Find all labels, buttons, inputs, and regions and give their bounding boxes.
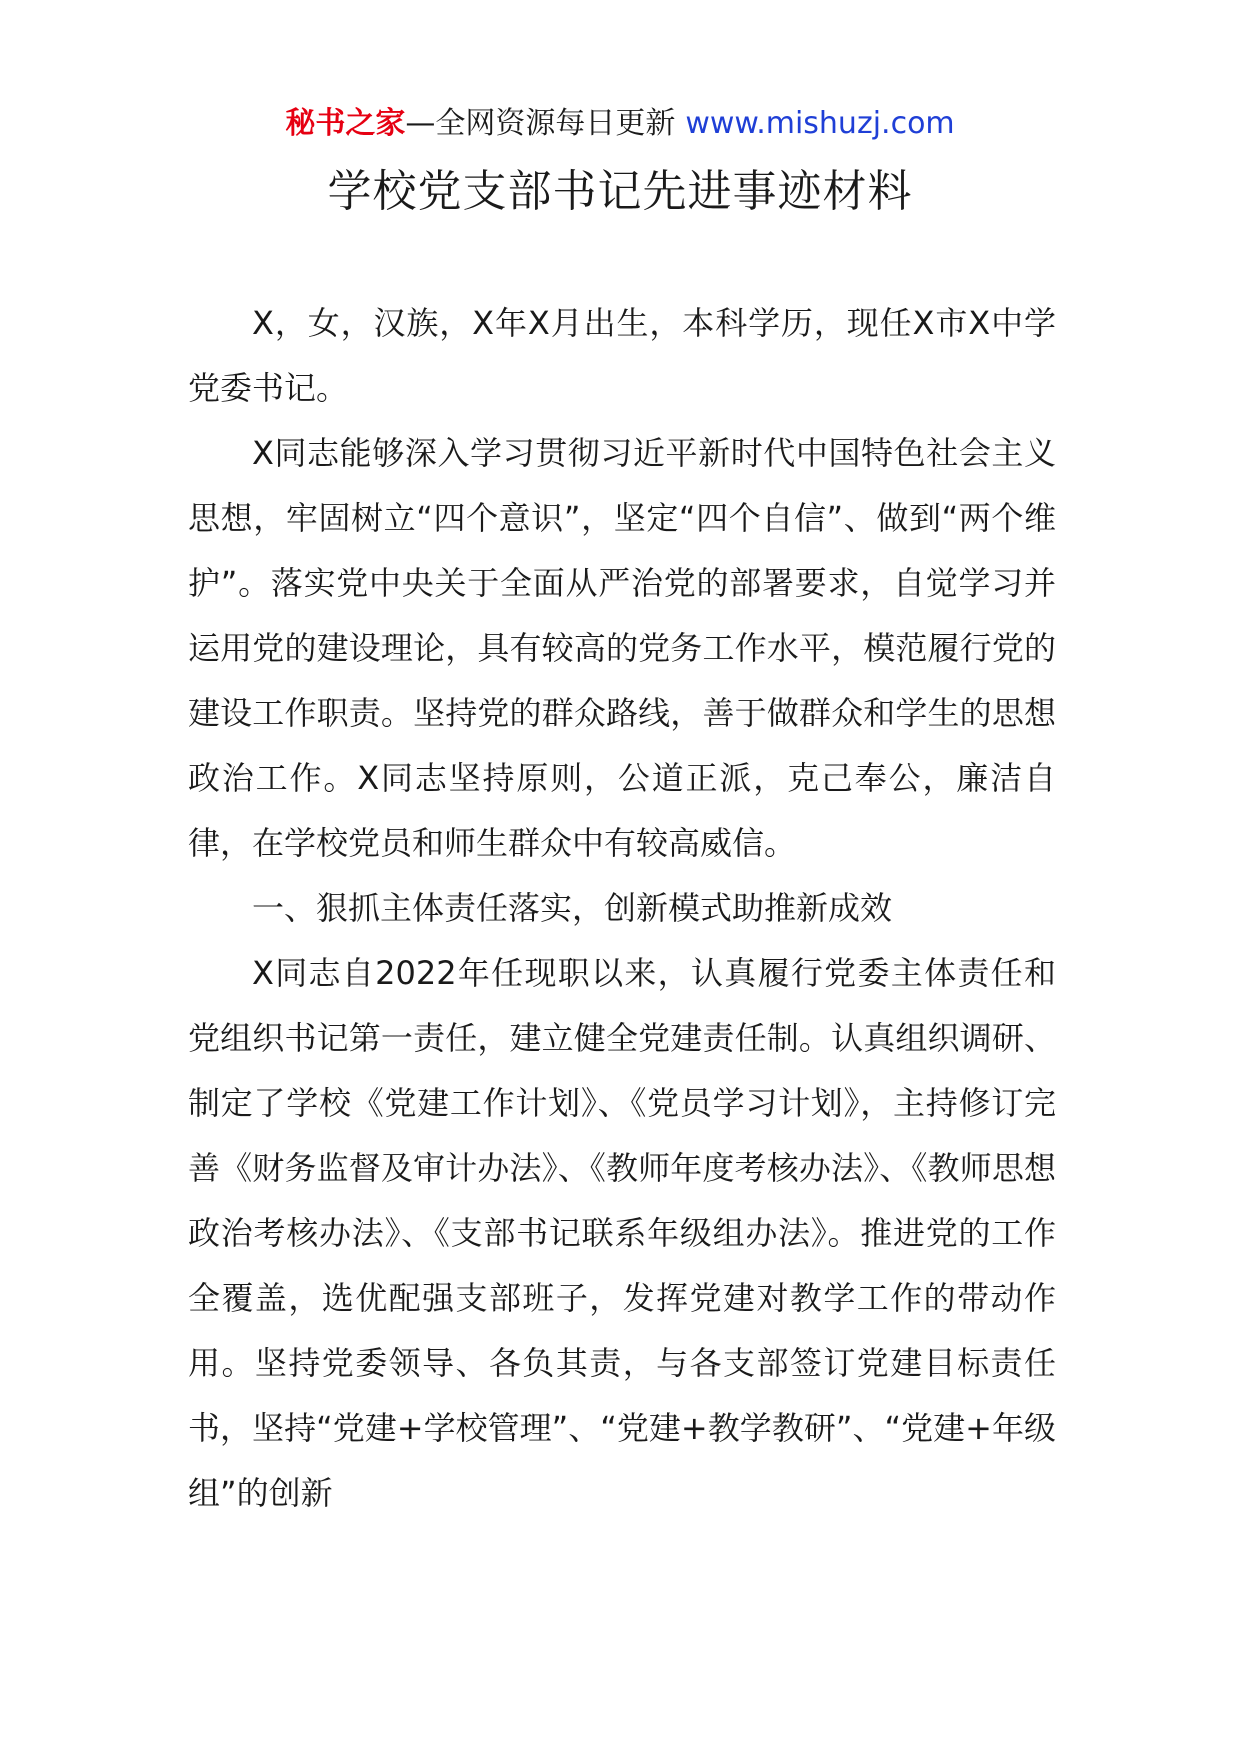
document-title: 学校党支部书记先进事迹材料 — [327, 166, 913, 217]
paragraph-intro: X，女，汉族，X年X月出生，本科学历，现任X市X中学党委书记。 — [188, 304, 1056, 407]
paragraph-summary: X同志能够深入学习贯彻习近平新时代中国特色社会主义思想，牢固树立“四个意识”，坚定“四个自信”、做到“两个维护”。落实党中央关于全面从严治党的部署要求，自觉学习并运用党的建设理论，具有较高的党务工作水平，模范履行党的建设工作职责。坚持党的群众路线，善于做群众和学生的思想政治工作。X同志坚持原则，公道正派，克己奉公，廉洁自律，在学校党员和师生群众中有较高威信。 — [188, 434, 1056, 862]
document-body — [188, 291, 1056, 1526]
site-url-link[interactable]: www.mishuzj.com — [685, 106, 955, 141]
section-heading: 一、狠抓主体责任落实，创新模式助推新成效 — [252, 889, 893, 927]
paragraph-section-one: X同志自2022年任现职以来，认真履行党委主体责任和党组织书记第一责任，建立健全党建责任制。认真组织调研、制定了学校《党建工作计划》、《党员学习计划》，主持修订完善《财务监督及审计办法》、《教师年度考核办法》、《教师思想政治考核办法》、《支部书记联系年级组办法》。推进党的工作全覆盖，选优配强支部班子，发挥党建对教学工作的带动作用。坚持党委领导、各负其责，与各支部签订党建目标责任书，坚持“党建+学校管理”、“党建+教学教研”、“党建+年级组”的创新 — [188, 954, 1056, 1512]
site-header — [0, 100, 1240, 148]
site-brand: 秘书之家 — [285, 106, 406, 141]
site-tagline: —全网资源每日更新 — [405, 106, 676, 141]
